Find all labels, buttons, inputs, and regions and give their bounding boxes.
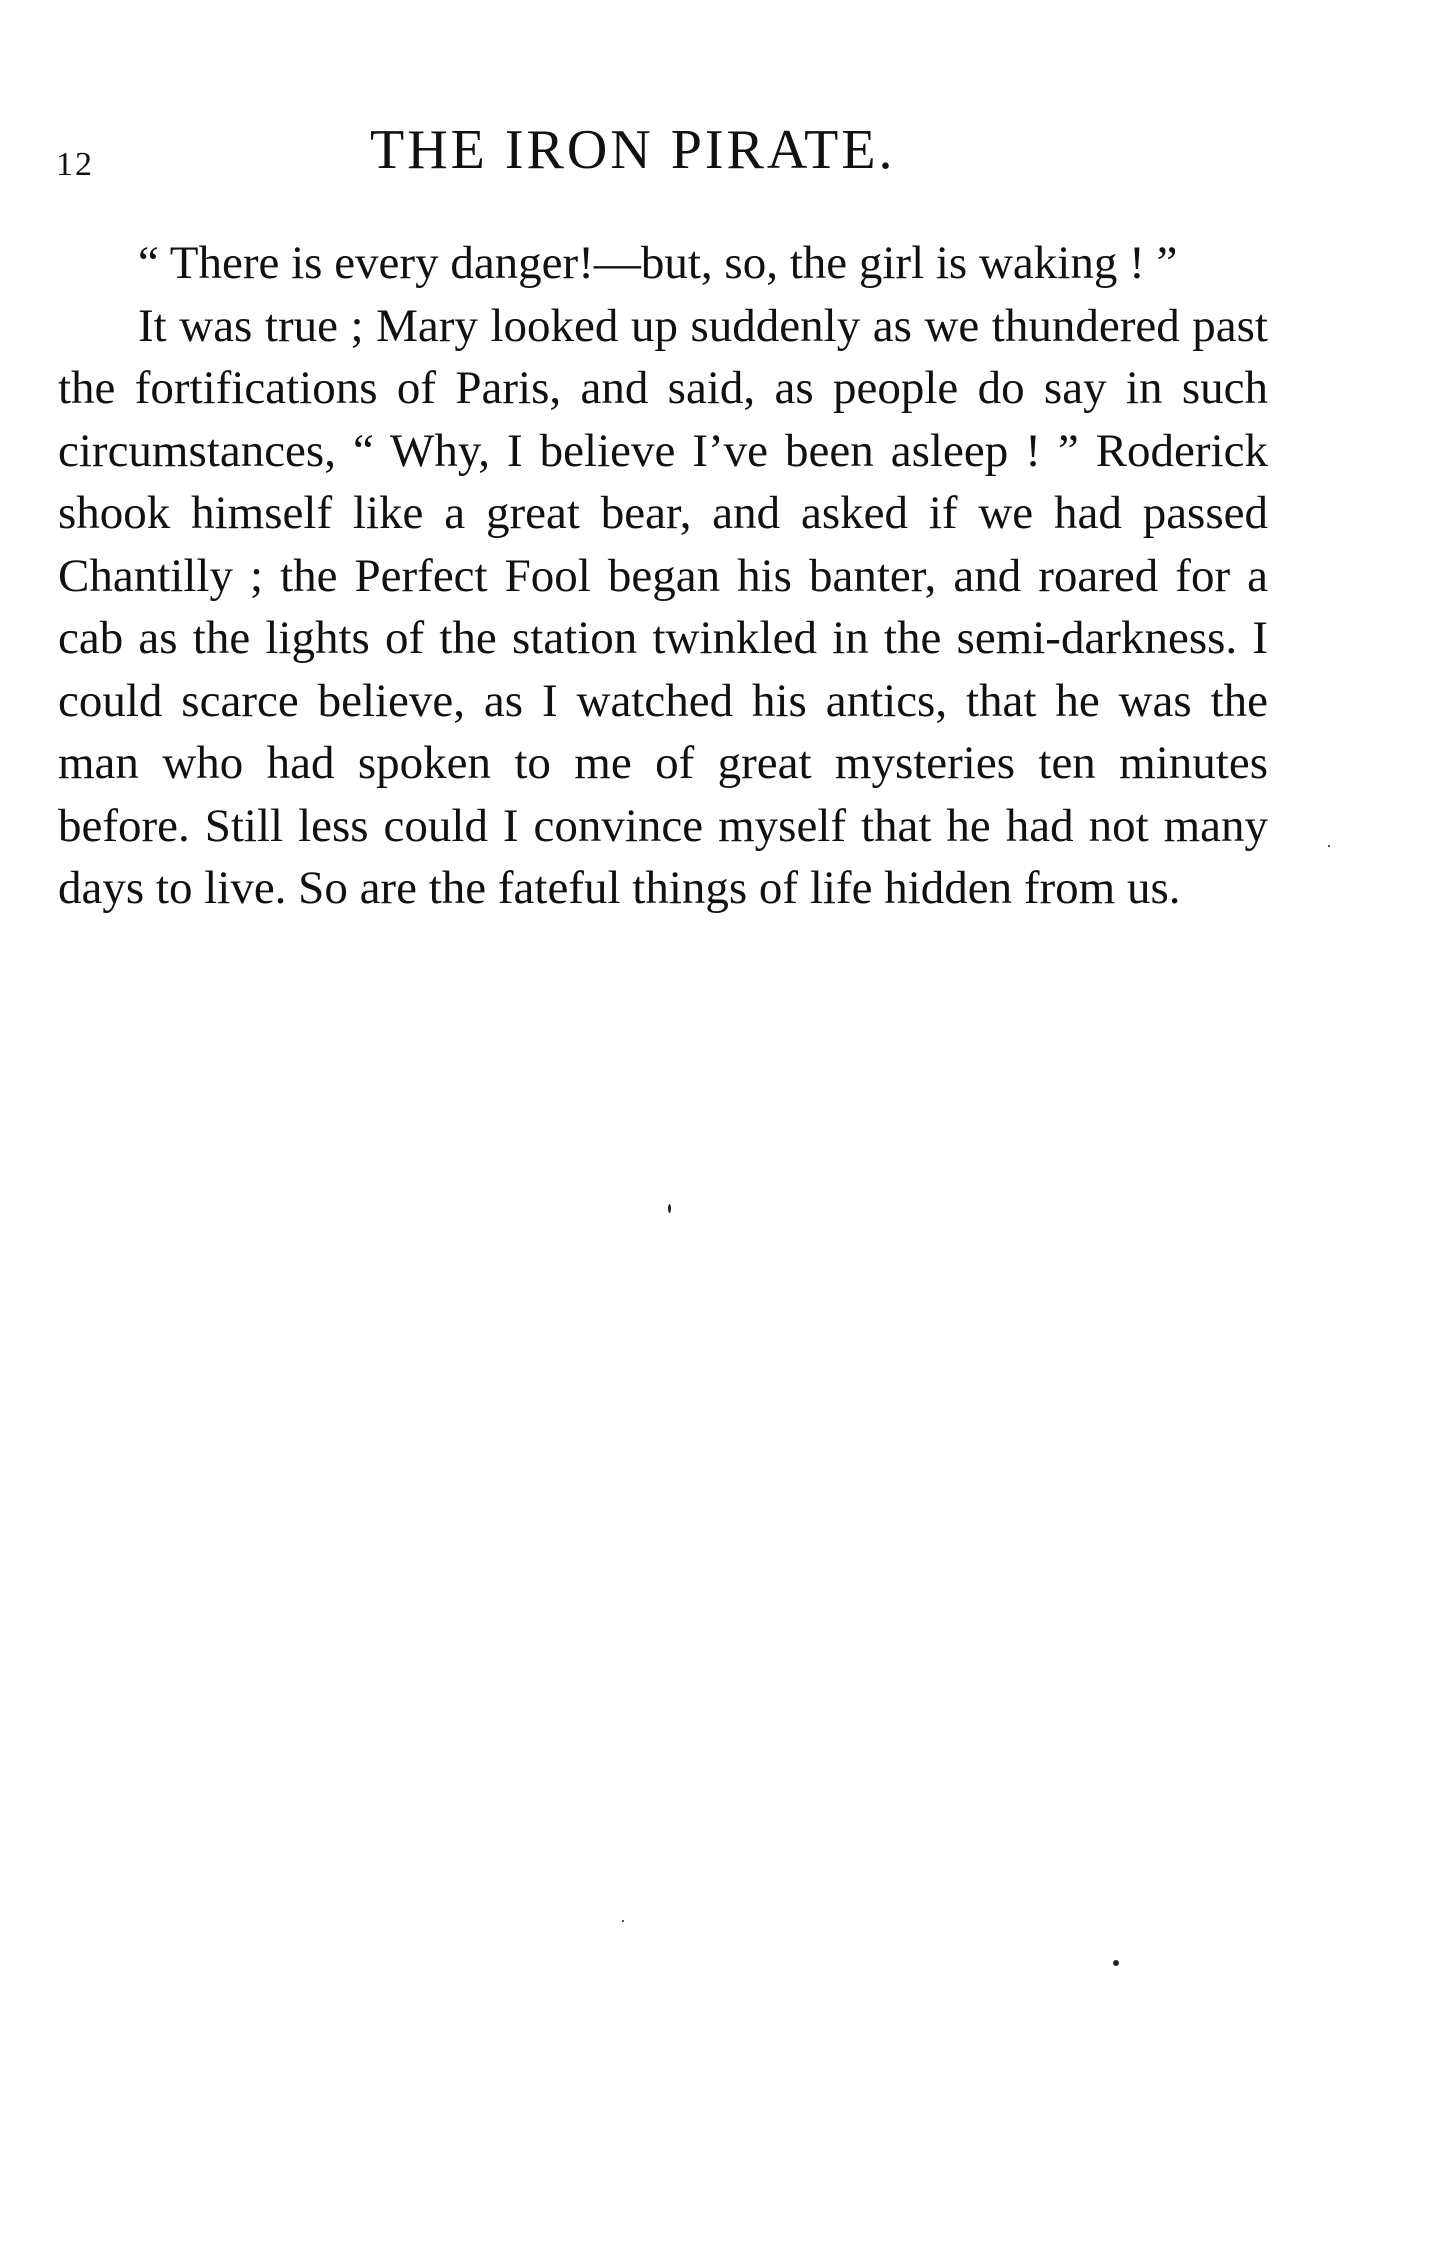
body-text — [58, 232, 1268, 920]
running-head — [56, 118, 1266, 188]
scan-speck — [622, 1920, 624, 1922]
running-title: THE IRON PIRATE. — [370, 119, 896, 181]
page-number: 12 — [56, 146, 94, 183]
scan-speck — [668, 1204, 671, 1213]
scan-speck — [1113, 1960, 1119, 1966]
paragraph-2: It was true ; Mary looked up suddenly as we thundered past the fortifications of Paris, and said, as people do say in such circumstances, “ Why, I believe I’ve been asleep ! ” Roderick shook himself like a great bear, and asked if we had passed Chantilly ; the Perfect Fool began his banter, and roared for a cab as the lights of the station twinkled in the semi-darkness. I could scarce believe, as I watched his antics, that he was the man who had spoken to me of great mysteries ten minutes before. Still less could I convince myself that he had not many days to live. So are the fateful things of life hidden from us. — [58, 299, 1268, 914]
scan-speck — [1328, 845, 1330, 847]
paragraph-1: “ There is every danger!—but, so, the girl is waking ! ” — [138, 237, 1178, 289]
